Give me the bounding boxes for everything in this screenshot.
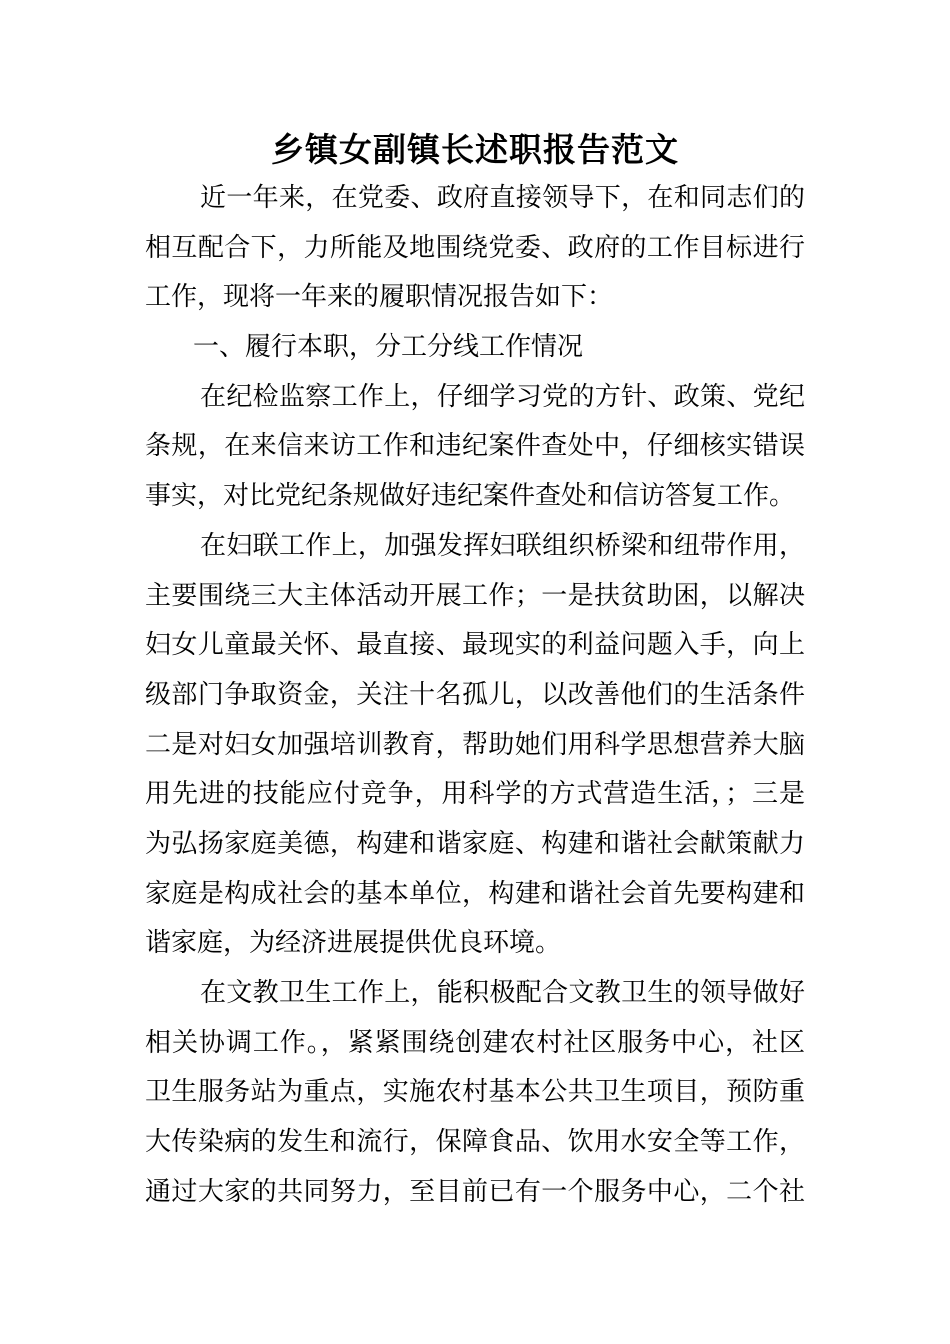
paragraph-line: 家庭是构成社会的基本单位，构建和谐社会首先要构建和 [145, 878, 805, 909]
paragraph-line: 在文教卫生工作上，能积极配合文教卫生的领导做好 [200, 978, 805, 1008]
document-title: 乡镇女副镇长述职报告范文 [271, 130, 679, 169]
paragraph-line: 用先进的技能应付竞争，用科学的方式营造生活，；三是 [145, 779, 805, 810]
paragraph-line: 在纪检监察工作上，仔细学习党的方针、政策、党纪 [200, 381, 805, 412]
document-body [145, 174, 805, 1217]
paragraph-line: 工作，现将一年来的履职情况报告如下： [145, 282, 614, 313]
paragraph-line: 二是对妇女加强培训教育，帮助她们用科学思想营养大脑 [145, 729, 805, 760]
paragraph-line: 条规，在来信来访工作和违纪案件查处中，仔细核实错误 [145, 431, 805, 462]
section-heading: 一、履行本职，分工分线工作情况 [193, 332, 584, 363]
paragraph-line: 大传染病的发生和流行，保障食品、饮用水安全等工作， [145, 1127, 805, 1158]
paragraph-line: 妇女儿童最关怀、最直接、最现实的利益问题入手，向上 [145, 630, 805, 661]
paragraph-line: 级部门争取资金，关注十名孤儿，以改善他们的生活条件 [145, 679, 805, 710]
paragraph-line: 谐家庭，为经济进展提供优良环境。 [145, 928, 562, 959]
paragraph-line: 事实，对比党纪条规做好违纪案件查处和信访答复工作。 [145, 481, 796, 512]
paragraph-line: 为弘扬家庭美德，构建和谐家庭、构建和谐社会献策献力 [145, 828, 805, 859]
paragraph-line: 相关协调工作。，紧紧围绕创建农村社区服务中心，社区 [145, 1027, 805, 1058]
paragraph-line: 相互配合下，力所能及地围绕党委、政府的工作目标进行 [145, 232, 805, 263]
paragraph-line: 卫生服务站为重点，实施农村基本公共卫生项目，预防重 [145, 1077, 805, 1108]
paragraph-line: 通过大家的共同努力，至目前已有一个服务中心，二个社 [145, 1176, 805, 1207]
paragraph-line: 主要围绕三大主体活动开展工作；一是扶贫助困，以解决 [145, 580, 805, 611]
paragraph-line: 在妇联工作上，加强发挥妇联组织桥梁和纽带作用， [200, 530, 805, 561]
paragraph-line: 近一年来，在党委、政府直接领导下，在和同志们的 [200, 183, 805, 213]
